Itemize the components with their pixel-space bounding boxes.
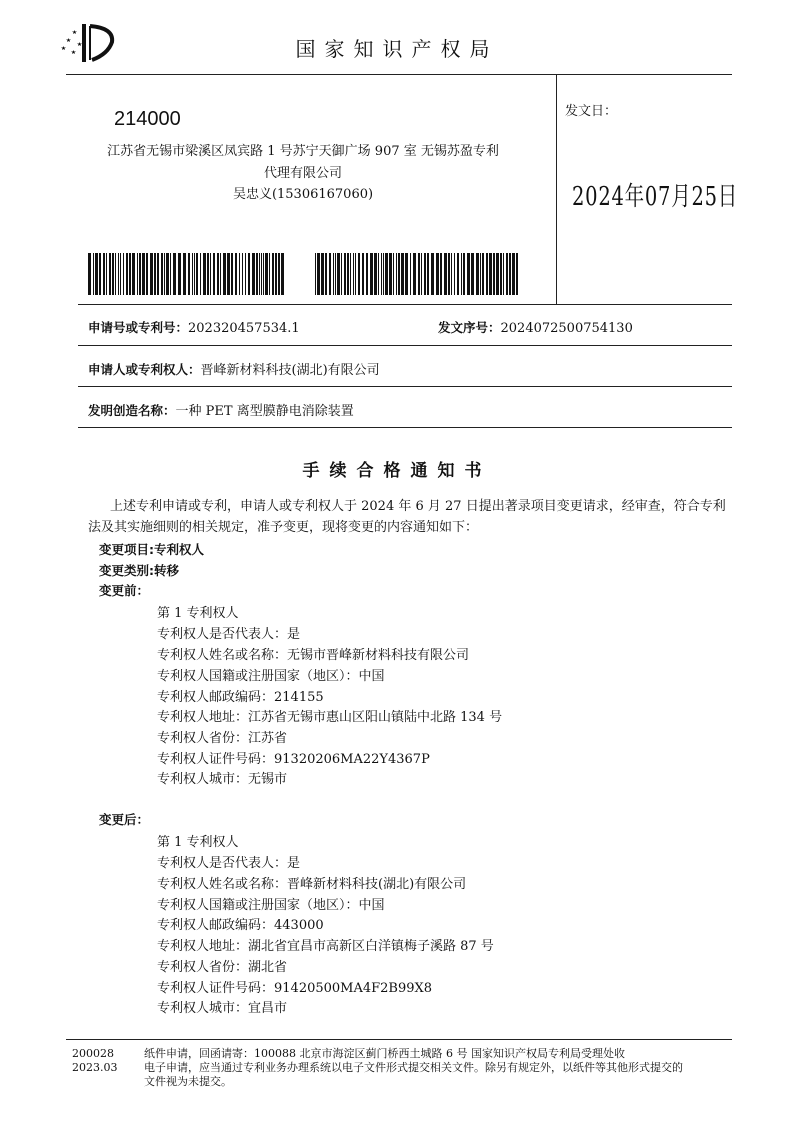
barcode-bar (132, 253, 135, 295)
barcode-bar (142, 253, 145, 295)
barcode-bar (355, 253, 356, 295)
barcode-bar (231, 253, 233, 295)
barcode-bar (461, 253, 462, 295)
barcode-bar (448, 253, 450, 295)
barcode-right (315, 253, 519, 295)
barcode-bar (281, 253, 284, 295)
barcode-bar (454, 253, 455, 295)
barcode-bar (405, 253, 408, 295)
barcode-bar (235, 253, 237, 295)
barcode-bar (353, 253, 354, 295)
barcode-bar (389, 253, 392, 295)
barcode-bar (99, 253, 101, 295)
send-date-value: 2024年07月25日 (572, 182, 739, 212)
barcode-bar (317, 253, 320, 295)
barcode-bar (335, 253, 336, 295)
barcode-bar (220, 253, 221, 295)
barcode-bar (476, 253, 479, 295)
barcode-bar (325, 253, 327, 295)
barcode-bar (95, 253, 98, 295)
barcode-bar (398, 253, 400, 295)
barcode-bar (366, 253, 368, 295)
invention-name-row (88, 400, 354, 419)
list-item: 专利权人国籍或注册国家（地区）：中国 (157, 669, 385, 684)
barcode-bar (509, 253, 511, 295)
barcode-bar (467, 253, 470, 295)
barcode-bar (252, 253, 255, 295)
barcode-bar (106, 253, 107, 295)
barcode-bar (431, 253, 434, 295)
list-item: 专利权人证件号码：91420500MA4F2B99X8 (157, 981, 433, 996)
barcode-bar (192, 253, 193, 295)
barcode-bar (315, 253, 316, 295)
barcode-bar (321, 253, 324, 295)
barcode-bar (207, 253, 209, 295)
barcode-bar (480, 253, 481, 295)
barcode-bar (188, 253, 190, 295)
barcode-bar (486, 253, 488, 295)
applicant-label: 申请人或专利权人： (88, 362, 201, 377)
notice-intro: 上述专利申请或专利，申请人或专利权人于 2024 年 6 月 27 日提出著录项目变更请求，经审查，符合专利法及其实施细则的相关规定，准予变更，现将变更的内容通知如下： (88, 499, 726, 535)
row-divider (78, 345, 732, 346)
barcode-bar (374, 253, 377, 295)
barcode-bar (263, 253, 264, 295)
barcode-bar (109, 253, 111, 295)
barcode-bar (196, 253, 198, 295)
barcode-bar (217, 253, 219, 295)
barcode-bar (333, 253, 334, 295)
barcode-bar (341, 253, 342, 295)
applicant-value: 晋峰新材料科技(湖北)有限公司 (200, 363, 380, 378)
recipient-address-line1: 江苏省无锡市梁溪区凤宾路 1 号苏宁天御广场 907 室 无锡苏盈专利 (107, 144, 499, 159)
list-item: 专利权人邮政编码：214155 (157, 690, 324, 705)
barcode-bar (381, 253, 382, 295)
barcode-bar (194, 253, 195, 295)
barcode-bar (210, 253, 211, 295)
barcode-bar (506, 253, 508, 295)
row-divider (78, 427, 732, 428)
barcode-bar (424, 253, 426, 295)
barcode-bar (337, 253, 340, 295)
recipient-contact: 吴忠义(15306167060) (232, 187, 374, 202)
list-item: 专利权人省份：湖北省 (157, 960, 288, 975)
barcode-bar (157, 253, 159, 295)
list-item: 专利权人姓名或名称：晋峰新材料科技(湖北)有限公司 (157, 877, 467, 892)
barcode-bar (118, 253, 119, 295)
barcode-bar (227, 253, 230, 295)
barcode-bar (170, 253, 171, 295)
barcode-bar (451, 253, 452, 295)
footer-line3: 文件视为未提交。 (144, 1075, 232, 1088)
serial-number-label: 发文序号： (438, 320, 501, 335)
application-number-row (88, 318, 300, 336)
barcode-bar (150, 253, 153, 295)
barcode-bar (112, 253, 114, 295)
list-item: 专利权人证件号码：91320206MA22Y4367P (157, 752, 430, 767)
barcode-bar (370, 253, 373, 295)
applicant-row (88, 359, 380, 378)
invention-name-label: 发明创造名称： (88, 403, 176, 418)
barcode-bar (137, 253, 138, 295)
list-item: 专利权人姓名或名称：无锡市晋峰新材料科技有限公司 (157, 648, 470, 663)
recipient-postcode: 214000 (114, 108, 181, 130)
barcode-bar (516, 253, 518, 295)
barcode-bar (261, 253, 262, 295)
barcode-bar (444, 253, 447, 295)
footer-line1: 纸件申请，回函请寄：100088 北京市海淀区蓟门桥西土城路 6 号 国家知识产权局专利局受理处收 (144, 1047, 625, 1060)
footer-divider (66, 1039, 732, 1040)
barcode-bar (493, 253, 495, 295)
change-item: 变更项目:专利权人 (99, 542, 204, 557)
barcode-bar (329, 253, 331, 295)
barcode-bar (457, 253, 459, 295)
barcode-bar (200, 253, 201, 295)
list-item: 专利权人城市：宜昌市 (157, 1001, 288, 1016)
change-type: 变更类别:转移 (99, 563, 179, 578)
application-number-label: 申请号或专利号： (88, 320, 189, 335)
application-number-value: 202320457534.1 (188, 321, 300, 336)
barcode-bar (129, 253, 131, 295)
header-divider (66, 74, 732, 75)
invention-name-value: 一种 PET 离型膜静电消除装置 (175, 404, 354, 419)
barcode-bar (242, 253, 243, 295)
barcode-bar (358, 253, 360, 295)
barcode-bar (463, 253, 465, 295)
recipient-address-line2: 代理有限公司 (263, 166, 342, 181)
barcode-bar (410, 253, 411, 295)
barcode-bar (344, 253, 346, 295)
list-item: 专利权人地址：湖北省宜昌市高新区白洋镇梅子溪路 87 号 (157, 939, 494, 954)
barcode-bar (440, 253, 442, 295)
barcode-bar (413, 253, 416, 295)
barcode-bar (436, 253, 439, 295)
barcode-bar (245, 253, 246, 295)
barcode-left (88, 253, 286, 295)
list-item: 专利权人邮政编码：443000 (157, 918, 324, 933)
barcode-bar (512, 253, 515, 295)
barcode-bar (383, 253, 384, 295)
barcode-bar (396, 253, 397, 295)
barcode-bar (385, 253, 388, 295)
barcode-bar (496, 253, 499, 295)
row-divider (78, 304, 732, 305)
barcode-bar (164, 253, 165, 295)
barcode-bar (362, 253, 364, 295)
barcode-bar (103, 253, 105, 295)
footer-form-code: 200028 (72, 1047, 114, 1060)
barcode-bar (166, 253, 169, 295)
office-title: 国家知识产权局 (295, 37, 499, 61)
barcode-bar (203, 253, 206, 295)
barcode-bar (503, 253, 504, 295)
barcode-bar (275, 253, 277, 295)
barcode-bar (256, 253, 258, 295)
barcode-bar (161, 253, 163, 295)
serial-number-value: 2024072500754130 (500, 321, 633, 336)
barcode-bar (213, 253, 215, 295)
barcode-bar (126, 253, 128, 295)
barcode-bar (500, 253, 502, 295)
barcode-bar (401, 253, 404, 295)
barcode-bar (418, 253, 420, 295)
barcode-bar (259, 253, 260, 295)
list-item: 第 1 专利权人 (157, 835, 239, 850)
barcode-bar (223, 253, 226, 295)
barcode-bar (427, 253, 429, 295)
barcode-bar (269, 253, 270, 295)
list-item: 第 1 专利权人 (157, 606, 239, 621)
serial-number-row (438, 318, 633, 336)
row-divider (78, 386, 732, 387)
barcode-bar (248, 253, 250, 295)
before-label: 变更前： (99, 583, 150, 598)
barcode-bar (178, 253, 181, 295)
list-item: 专利权人省份：江苏省 (157, 731, 288, 746)
barcode-bar (123, 253, 124, 295)
barcode-bar (350, 253, 351, 295)
barcode-bar (173, 253, 176, 295)
list-item: 专利权人地址：江苏省无锡市惠山区阳山镇陆中北路 134 号 (157, 710, 503, 725)
barcode-bar (139, 253, 141, 295)
barcode-bar (393, 253, 394, 295)
barcode-bar (239, 253, 240, 295)
barcode-bar (347, 253, 349, 295)
barcode-bar (421, 253, 422, 295)
barcode-bar (154, 253, 156, 295)
after-label: 变更后： (99, 812, 150, 827)
list-item: 专利权人是否代表人：是 (157, 856, 301, 871)
barcode-bar (489, 253, 492, 295)
send-date-label: 发文日： (565, 104, 618, 119)
barcode-bar (183, 253, 186, 295)
list-item: 专利权人城市：无锡市 (157, 772, 288, 787)
footer-form-version: 2023.03 (72, 1061, 118, 1074)
barcode-bar (93, 253, 94, 295)
barcode-bar (120, 253, 121, 295)
date-divider (556, 75, 557, 304)
notice-title: 手续合格通知书 (302, 461, 492, 481)
list-item: 专利权人国籍或注册国家（地区）：中国 (157, 898, 385, 913)
barcode-bar (115, 253, 116, 295)
list-item: 专利权人是否代表人：是 (157, 627, 301, 642)
barcode-bar (471, 253, 474, 295)
barcode-bar (265, 253, 268, 295)
barcode-bar (146, 253, 148, 295)
barcode-bar (272, 253, 274, 295)
barcode-bar (278, 253, 280, 295)
barcode-bar (88, 253, 91, 295)
barcode-bar (482, 253, 484, 295)
barcode-bar (378, 253, 379, 295)
footer-line2: 电子申请，应当通过专利业务办理系统以电子文件形式提交相关文件。除另有规定外，以纸件等其他形式提交的 (144, 1061, 683, 1074)
